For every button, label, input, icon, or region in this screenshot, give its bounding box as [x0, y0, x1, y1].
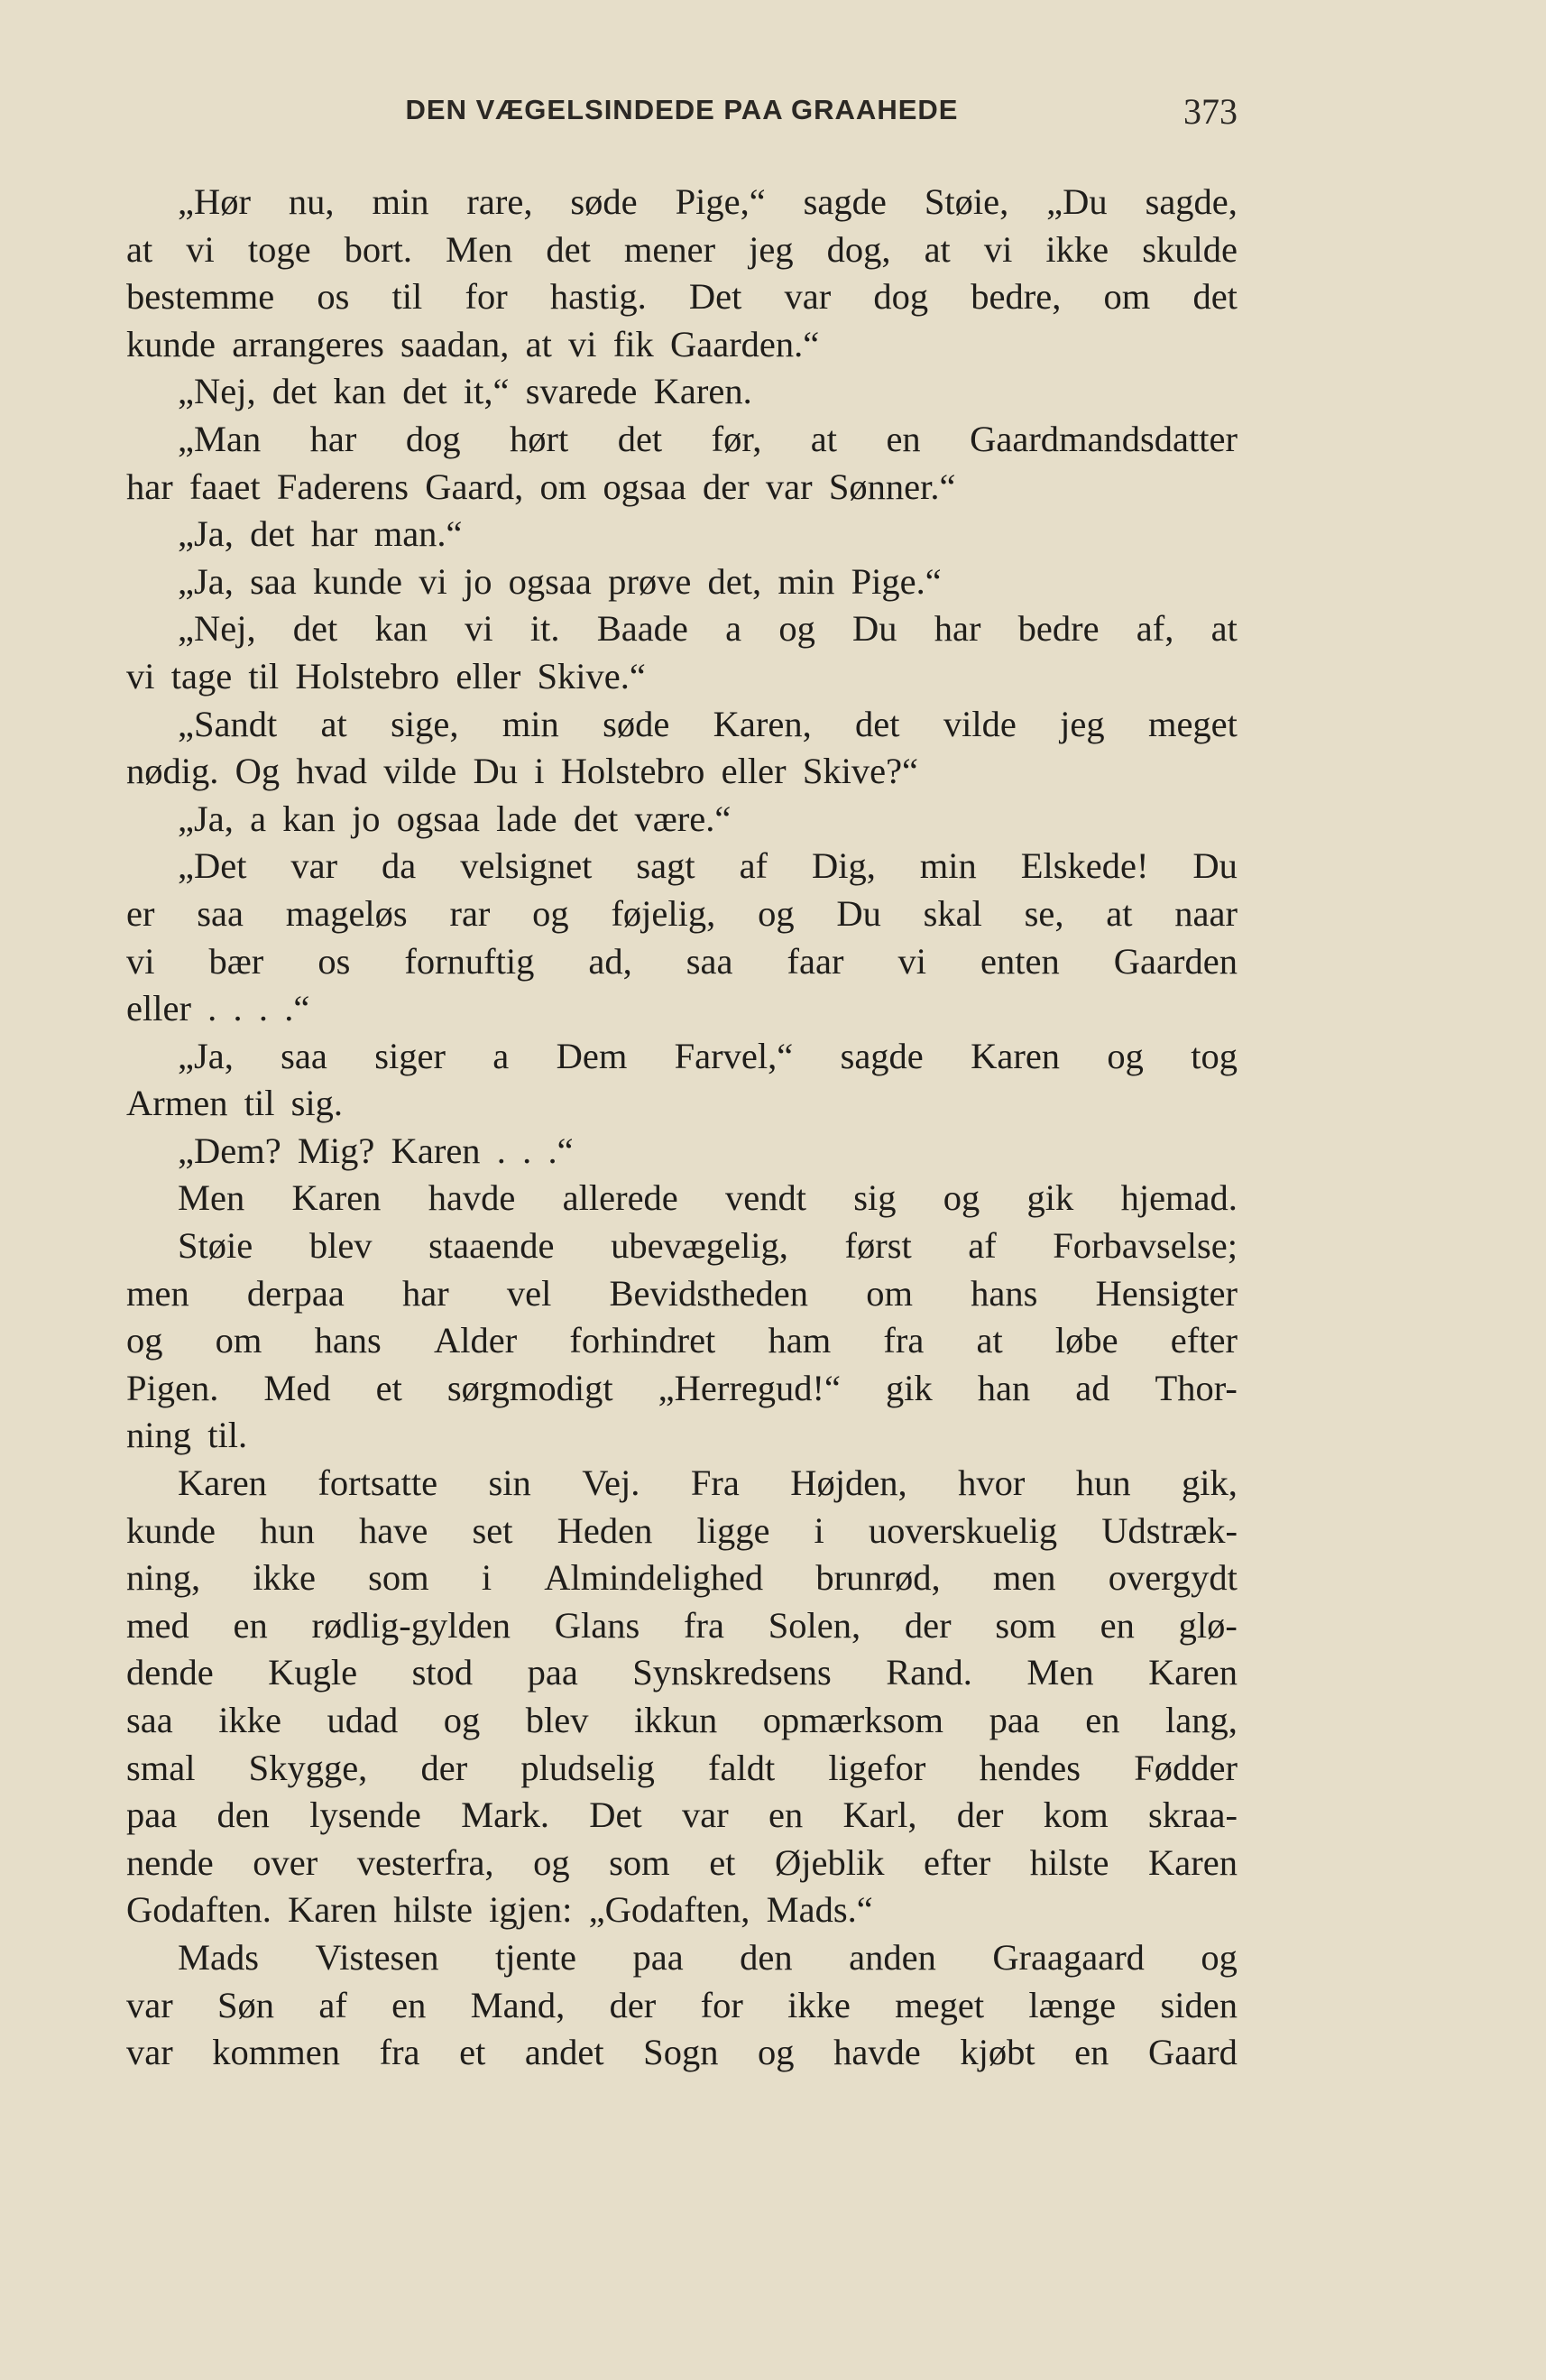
text-line: eller . . . .“	[126, 988, 310, 1029]
text-line: nende over vesterfra, og som et Øjeblik efter hilste Karen	[126, 1841, 1238, 1883]
text-line: og om hans Alder forhindret ham fra at løbe efter	[126, 1320, 1238, 1361]
text-line: ning, ikke som i Almindelighed brunrød, men overgydt	[126, 1557, 1238, 1599]
text-line: bestemme os til for hastig. Det var dog bedre, om det	[126, 276, 1238, 318]
text-line: „Nej, det kan vi it. Baade a og Du har bedre af, at	[178, 608, 1238, 650]
text-line: Pigen. Med et sørgmodigt „Herregud!“ gik han ad Thor-	[126, 1367, 1238, 1408]
text-line: „Ja, saa kunde vi jo ogsaa prøve det, min Pige.“	[178, 560, 942, 602]
running-title: DEN VÆGELSINDEDE PAA GRAAHEDE	[405, 94, 959, 125]
page-number: 373	[1183, 91, 1238, 132]
text-line: er saa mageløs rar og føjelig, og Du skal se, at naar	[126, 892, 1238, 934]
text-line: kunde arrangeres saadan, at vi fik Gaarden.“	[126, 323, 820, 364]
text-line: men derpaa har vel Bevidstheden om hans Hensigter	[126, 1272, 1238, 1314]
text-line: paa den lysende Mark. Det var en Karl, der kom skraa-	[126, 1794, 1238, 1836]
text-line: var Søn af en Mand, der for ikke meget længe siden	[126, 1984, 1238, 2025]
text-line: Mads Vistesen tjente paa den anden Graagaard og	[178, 1936, 1238, 1978]
text-line: „Ja, a kan jo ogsaa lade det være.“	[178, 798, 732, 839]
text-line: Men Karen havde allerede vendt sig og gik hjemad.	[178, 1177, 1238, 1219]
text-line: „Sandt at sige, min søde Karen, det vilde jeg meget	[178, 703, 1238, 744]
text-line: „Ja, det har man.“	[178, 513, 463, 555]
text-line: vi tage til Holstebro eller Skive.“	[126, 655, 646, 696]
text-line: saa ikke udad og blev ikkun opmærksom paa en lang,	[126, 1700, 1238, 1740]
text-line: Godaften. Karen hilste igjen: „Godaften, Mads.“	[126, 1889, 873, 1931]
text-line: Støie blev staaende ubevægelig, først af Forbavselse;	[178, 1225, 1238, 1267]
text-line: Armen til sig.	[126, 1083, 344, 1124]
page-header	[126, 90, 1238, 135]
text-line: „Ja, saa siger a Dem Farvel,“ sagde Karen og tog	[178, 1035, 1238, 1076]
text-line: smal Skygge, der pludselig faldt ligefor hendes Fødder	[126, 1747, 1238, 1788]
text-line: Karen fortsatte sin Vej. Fra Højden, hvor hun gik,	[178, 1462, 1238, 1504]
body-text	[126, 179, 1238, 2077]
text-line: „Nej, det kan det it,“ svarede Karen.	[178, 371, 752, 412]
text-line: vi bær os fornuftig ad, saa faar vi enten Gaarden	[126, 940, 1238, 982]
text-line: med en rødlig-gylden Glans fra Solen, der som en glø-	[126, 1604, 1238, 1646]
text-line: nødig. Og hvad vilde Du i Holstebro eller Skive?“	[126, 751, 919, 792]
text-line: „Det var da velsignet sagt af Dig, min Elskede! Du	[178, 845, 1238, 887]
text-line: var kommen fra et andet Sogn og havde kjøbt en Gaard	[126, 2032, 1238, 2073]
text-line: dende Kugle stod paa Synskredsens Rand. Men Karen	[126, 1652, 1238, 1693]
text-line: kunde hun have set Heden ligge i uoverskuelig Udstræk-	[126, 1509, 1238, 1551]
text-line: ning til.	[126, 1415, 248, 1456]
text-line: at vi toge bort. Men det mener jeg dog, at vi ikke skulde	[126, 228, 1238, 270]
text-line: har faaet Faderens Gaard, om ogsaa der var Sønner.“	[126, 466, 956, 507]
text-line: „Hør nu, min rare, søde Pige,“ sagde Støie, „Du sagde,	[178, 181, 1238, 222]
text-line: „Man har dog hørt det før, at en Gaardmandsdatter	[178, 418, 1238, 459]
text-line: „Dem? Mig? Karen . . .“	[178, 1130, 574, 1171]
